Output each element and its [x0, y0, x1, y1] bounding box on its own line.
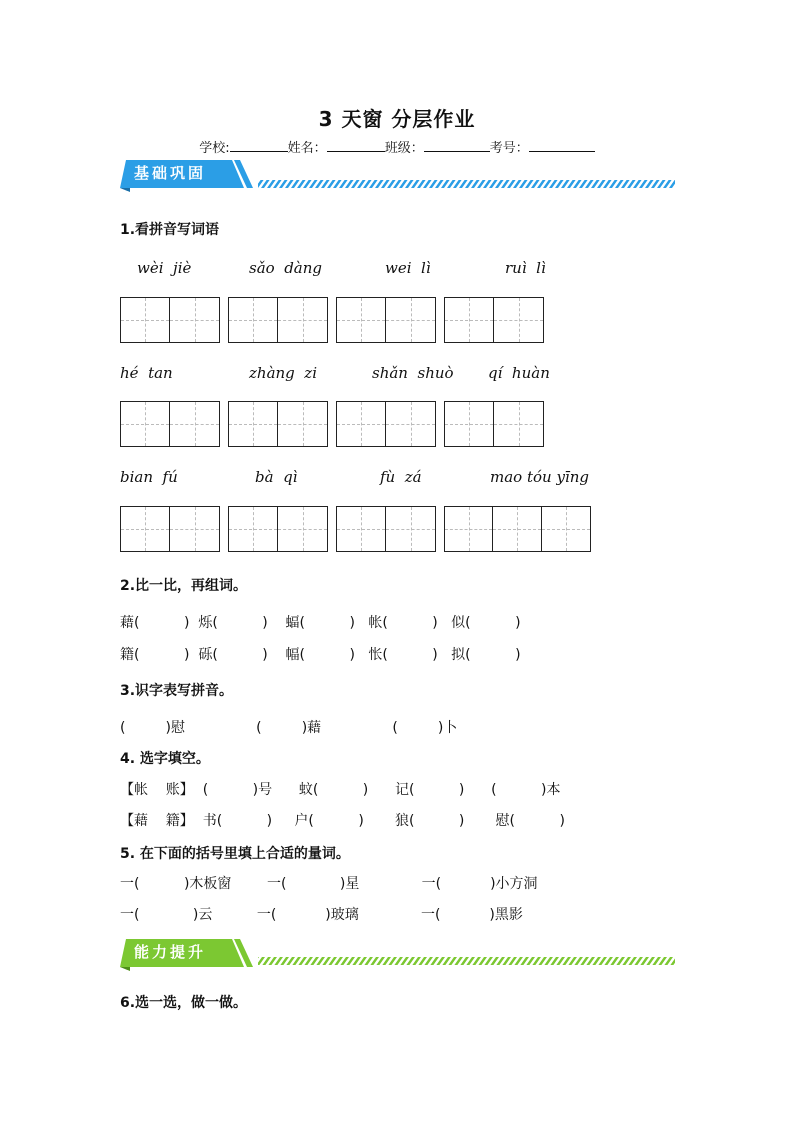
- section-banner-advanced: [120, 937, 675, 971]
- q2-line-2: 籍( ) 砾( ) 幅( ) 怅( ) 拟( ): [120, 647, 521, 663]
- name-blank[interactable]: [327, 139, 385, 152]
- writing-grid[interactable]: [336, 401, 436, 447]
- page-title: 3 天窗 分层作业: [318, 107, 476, 131]
- pinyin-1-4: ruì lì: [505, 259, 546, 277]
- pinyin-3-4: mao tóu yīng: [490, 468, 589, 486]
- pinyin-2-3: shǎn shuò: [372, 364, 454, 382]
- writing-grid[interactable]: [336, 506, 436, 552]
- writing-grid[interactable]: [444, 506, 591, 552]
- q1-heading: 1.看拼音写词语: [120, 222, 220, 238]
- pinyin-3-2: bà qì: [255, 468, 298, 486]
- q5-line-2: 一( )云 一( )玻璃 一( )黑影: [120, 907, 523, 923]
- pinyin-1-2: sǎo dàng: [249, 259, 323, 277]
- q4-heading: 4. 选字填空。: [120, 751, 210, 767]
- pinyin-1-1: wèi jiè: [137, 259, 192, 277]
- q4-line-1: 【帐 账】 ( )号 蚊( ) 记( ) ( )本: [120, 782, 561, 798]
- q3-heading: 3.识字表写拼音。: [120, 683, 234, 699]
- writing-grid[interactable]: [228, 506, 328, 552]
- pinyin-2-4: qí huàn: [488, 364, 550, 382]
- pinyin-3-1: bian fú: [120, 468, 178, 486]
- q3-line: ( )慰 ( )藉 ( )卜: [120, 720, 458, 736]
- q2-line-1: 藉( ) 烁( ) 蝠( ) 帐( ) 似( ): [120, 615, 521, 631]
- class-blank[interactable]: [424, 139, 490, 152]
- q5-heading: 5. 在下面的括号里填上合适的量词。: [120, 846, 350, 862]
- writing-grid[interactable]: [120, 401, 220, 447]
- school-blank[interactable]: [230, 139, 288, 152]
- writing-grid[interactable]: [444, 401, 544, 447]
- writing-grid[interactable]: [444, 297, 544, 343]
- pinyin-2-1: hé tan: [120, 364, 173, 382]
- pinyin-1-3: wei lì: [385, 259, 431, 277]
- exam-no-label: 考号：: [489, 141, 529, 156]
- q6-heading: 6.选一选，做一做。: [120, 995, 248, 1011]
- class-label: 班级：: [384, 141, 424, 156]
- q5-line-1: 一( )木板窗 一( )星 一( )小方洞: [120, 876, 538, 892]
- q4-line-2: 【藉 籍】 书( ) 户( ) 狼( ) 慰( ): [120, 813, 565, 829]
- writing-grid[interactable]: [336, 297, 436, 343]
- section-banner-basic: [120, 158, 675, 192]
- writing-grid[interactable]: [228, 297, 328, 343]
- school-label: 学校:: [199, 141, 230, 156]
- name-label: 姓名：: [287, 141, 327, 156]
- writing-grid[interactable]: [120, 506, 220, 552]
- section-title-basic: 基础巩固: [134, 164, 207, 182]
- student-info: [0, 137, 794, 156]
- writing-grid[interactable]: [120, 297, 220, 343]
- q2-heading: 2.比一比，再组词。: [120, 578, 248, 594]
- writing-grid[interactable]: [228, 401, 328, 447]
- pinyin-2-2: zhàng zi: [249, 364, 318, 382]
- section-title-advanced: 能力提升: [134, 943, 207, 961]
- exam-no-blank[interactable]: [529, 139, 595, 152]
- pinyin-3-3: fù zá: [380, 468, 422, 486]
